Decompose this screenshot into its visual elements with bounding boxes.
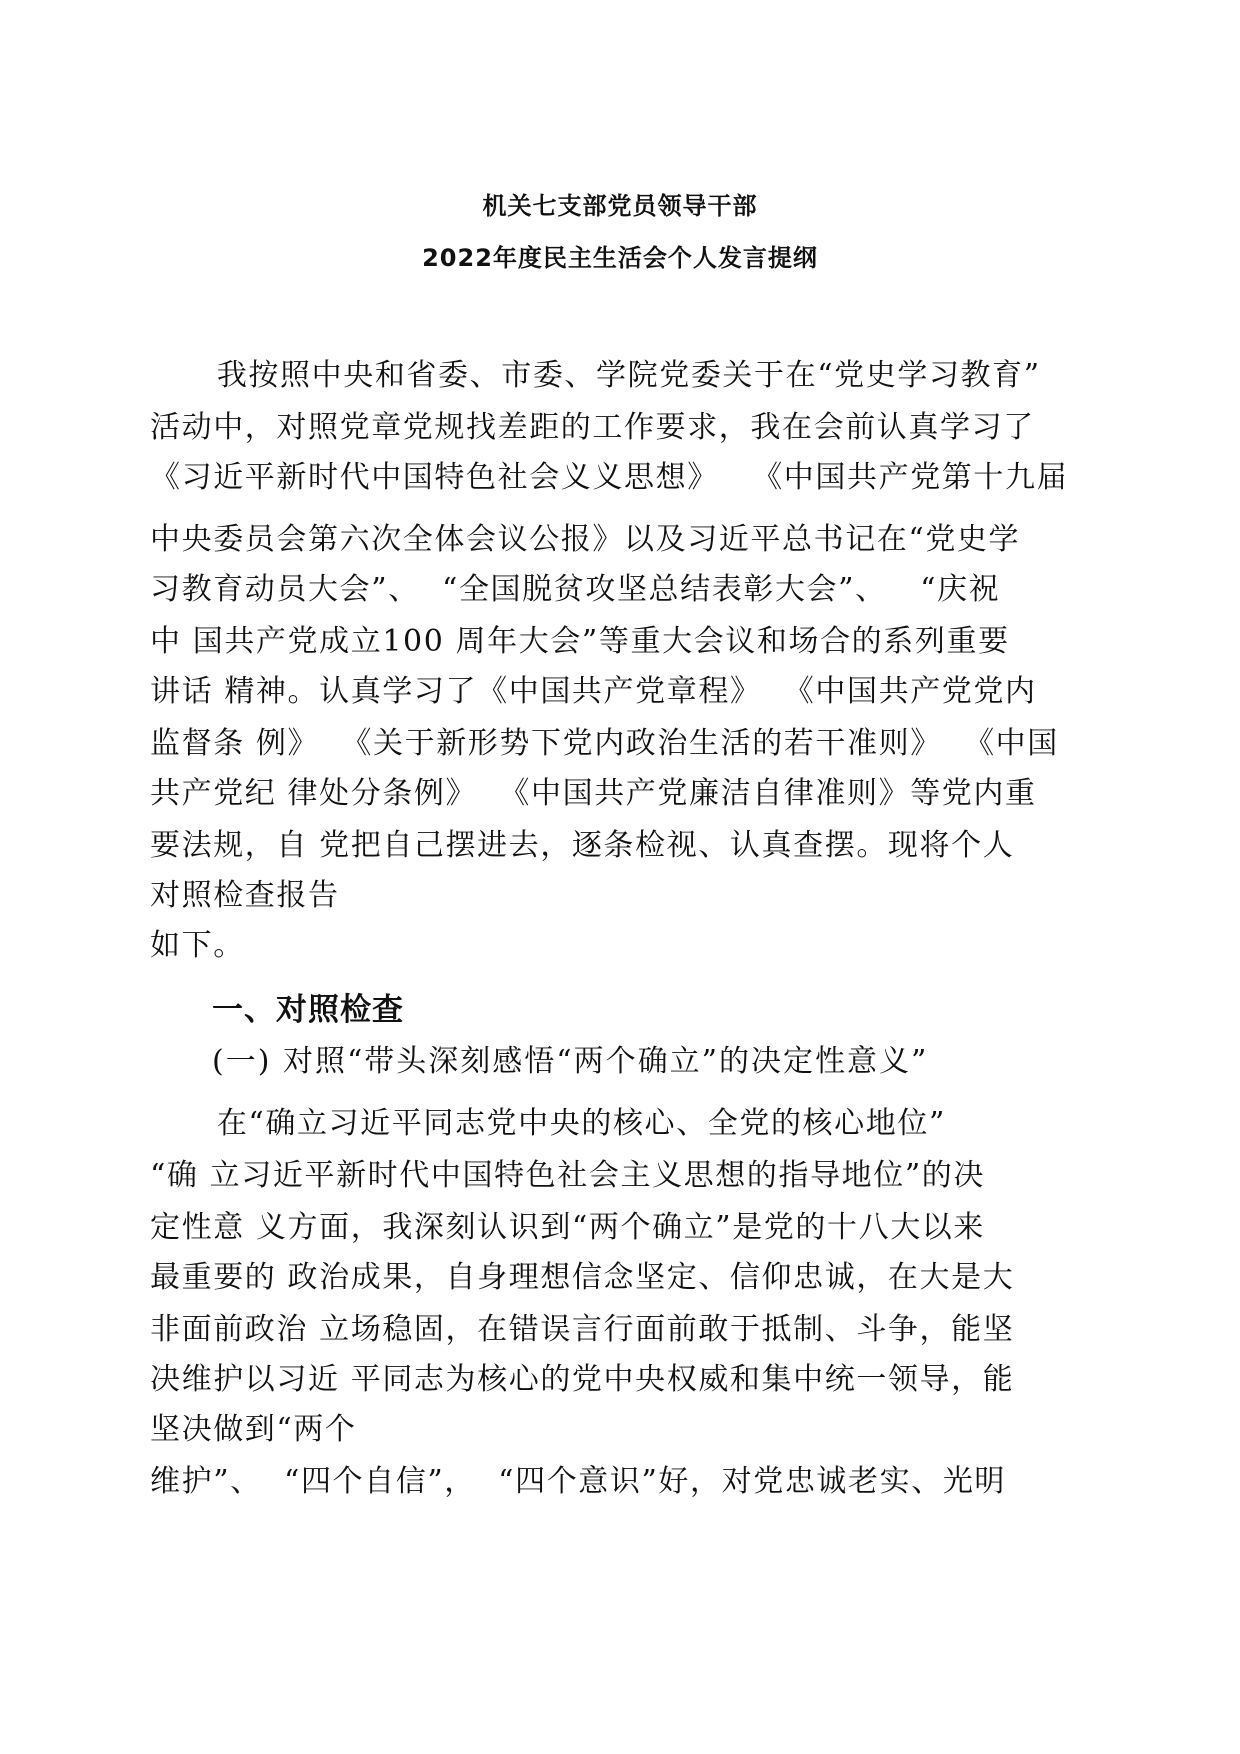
intro-line: 《习近平新时代中国特色社会义义思想》 《中国共产党第十九届	[150, 460, 1069, 495]
intro-line: 我按照中央和省委、市委、学院党委关于在“党史学习教育”	[150, 358, 1041, 393]
section-line: 在“确立习近平同志党中央的核心、全党的核心地位”	[150, 1106, 946, 1141]
section-line: 决维护以习近 平同志为核心的党中央权威和集中统一领导，能	[150, 1362, 1015, 1397]
section-subheading: (一) 对照“带头深刻感悟“两个确立”的决定性意义”	[212, 1044, 929, 1079]
intro-line: 讲话 精神。认真学习了《中国共产党章程》 《中国共产党党内	[150, 674, 1037, 709]
intro-line: 如下。	[150, 928, 245, 963]
intro-line: 中央委员会第六次全体会议公报》以及习近平总书记在“党史学	[150, 522, 1021, 557]
intro-line: 共产党纪 律处分条例》 《中国共产党廉洁自律准则》等党内重	[150, 776, 1037, 811]
section-line: “确 立习近平新时代中国特色社会主义思想的指导地位”的决	[150, 1158, 986, 1193]
intro-line: 活动中，对照党章党规找差距的工作要求，我在会前认真学习了	[150, 410, 1035, 445]
section-line: 定性意 义方面，我深刻认识到“两个确立”是党的十八大以来	[150, 1210, 986, 1245]
section-line: 维护”、 “四个自信”， “四个意识”好，对党忠诚老实、光明	[150, 1464, 1007, 1499]
intro-line: 习教育动员大会”、 “全国脱贫攻坚总结表彰大会”、 “庆祝	[150, 572, 1001, 607]
section-heading: 一、对照检查	[212, 992, 404, 1028]
section-line: 坚决做到“两个	[150, 1412, 357, 1447]
intro-line: 监督条 例》 《关于新形势下党内政治生活的若干准则》 《中国	[150, 726, 1059, 761]
intro-line: 中 国共产党成立100 周年大会”等重大会议和场合的系列重要	[150, 624, 1010, 659]
document-title-line-1: 机关七支部党员领导干部	[482, 192, 758, 220]
section-line: 最重要的 政治成果，自身理想信念坚定、信仰忠诚，在大是大	[150, 1260, 1015, 1295]
document-title-line-2: 2022年度民主生活会个人发言提纲	[422, 244, 818, 272]
section-line: 非面前政治 立场稳固，在错误言行面前敢于抵制、斗争，能坚	[150, 1312, 1015, 1347]
intro-line: 要法规，自 党把自己摆进去，逐条检视、认真查摆。现将个人	[150, 828, 1015, 863]
intro-line: 对照检查报告	[150, 878, 340, 913]
